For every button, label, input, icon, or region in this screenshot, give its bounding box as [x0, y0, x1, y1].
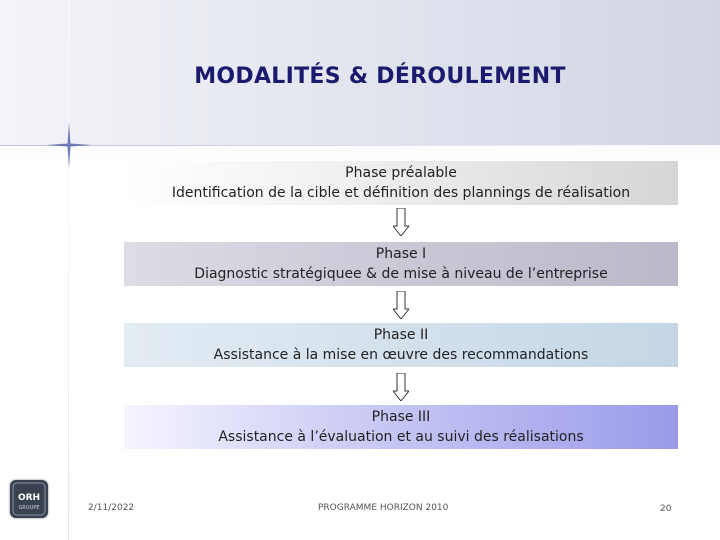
- phase-name: Phase I: [375, 246, 427, 262]
- phase-name: Phase préalable: [345, 165, 457, 181]
- sparkle-icon: [46, 122, 92, 168]
- company-logo: [10, 480, 48, 518]
- phase-box-1: [124, 242, 678, 286]
- down-arrow-icon: [393, 291, 409, 319]
- phase-description: Identification de la cible et définition des plannings de réalisation: [171, 185, 631, 201]
- svg-text:ORH: ORH: [17, 493, 41, 503]
- down-arrow-icon: [393, 373, 409, 401]
- phase-name: Phase III: [371, 409, 431, 425]
- footer-date: 2/11/2022: [88, 503, 135, 513]
- phase-description: Assistance à l’évaluation et au suivi des réalisations: [218, 429, 584, 445]
- slide-number: 20: [660, 504, 672, 514]
- footer-program: PROGRAMME HORIZON 2010: [318, 503, 449, 513]
- phase-box-3: [124, 405, 678, 449]
- svg-text:GROUPE: GROUPE: [18, 505, 40, 511]
- phase-description: Diagnostic stratégiquee & de mise à niveau de l’entreprise: [194, 266, 608, 282]
- down-arrow-icon: [393, 208, 409, 236]
- phase-box-2: [124, 323, 678, 367]
- phase-box-preliminary: [124, 161, 678, 205]
- decorative-horizontal-line: [0, 145, 720, 146]
- phase-description: Assistance à la mise en œuvre des recommandations: [213, 347, 589, 363]
- phase-name: Phase II: [373, 327, 429, 343]
- slide-title: MODALITÉS & DÉROULEMENT: [194, 64, 566, 89]
